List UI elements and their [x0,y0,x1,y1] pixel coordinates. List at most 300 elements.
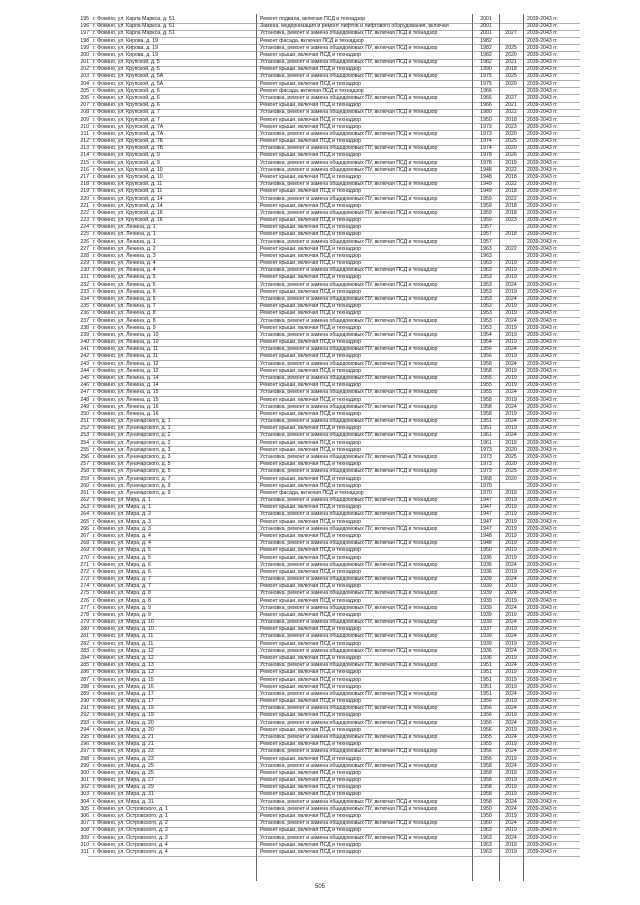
last-repair-year: 2024 [505,647,517,654]
work-type: Ремонт крыши, включая ПСД и технадзор [260,791,362,798]
planned-period: 2039-2043 гг. [527,303,558,310]
last-repair-year: 2019 [505,726,517,733]
work-type: Ремонт крыши, включая ПСД и технадзор [260,504,362,511]
work-type: Установка, ремонт и замена общедомовых ПУ, включая ПСД и технадзор [260,238,438,245]
row-number: 242 [80,353,89,360]
last-repair-year: 2019 [505,267,517,274]
planned-period: 2039-2043 гг. [527,173,558,180]
planned-period: 2039-2043 гг. [527,252,558,259]
year-built: 1990 [480,66,492,73]
house-address: г. Фокино, ул. Крупской, д. 10 [93,173,163,180]
last-repair-year: 2025 [505,138,517,145]
planned-period: 2039-2043 гг. [527,288,558,295]
row-number: 203 [80,73,89,80]
work-type: Ремонт крыши, включая ПСД и технадзор [260,777,362,784]
planned-period: 2039-2043 гг. [527,260,558,267]
work-type: Ремонт крыши, включая ПСД и технадзор [260,367,362,374]
planned-period: 2039-2043 гг. [527,705,558,712]
work-type: Ремонт крыши, включая ПСД и технадзор [260,382,362,389]
row-number: 270 [80,554,89,561]
house-address: г. Фокино, ул. Мира, д. 21 [93,734,154,740]
last-repair-year: 2019 [505,396,517,403]
row-number: 204 [80,80,89,87]
table-row [0,626,640,633]
year-built: 1939 [480,597,492,604]
year-built: 1947 [480,525,492,532]
table-row [0,267,640,274]
house-address: г. Фокино, ул. Ленина, д. 11 [93,346,159,353]
planned-period: 2039-2043 гг. [527,439,558,446]
house-address: г. Фокино, ул. Крупской, д. 7 [93,116,160,123]
year-built: 1961 [480,439,492,446]
year-built: 1973 [480,446,492,453]
row-number: 236 [80,310,89,317]
work-type: Ремонт крыши, включая ПСД и технадзор [260,611,362,618]
work-type: Ремонт крыши, включая ПСД и технадзор [260,848,362,855]
last-repair-year: 2020 [505,475,517,482]
last-repair-year: 2020 [505,446,517,453]
work-type: Ремонт крыши, включая ПСД и технадзор [260,260,362,267]
year-built: 1936 [480,568,492,575]
house-address: г. Фокино, ул. Луначарского, д. 9 [93,482,171,489]
row-number: 268 [80,540,89,547]
year-built: 1956 [480,726,492,733]
house-address: г. Фокино, ул. Луначарского, д. 7 [93,475,171,482]
work-type: Ремонт крыши, включая ПСД и технадзор [260,482,362,489]
table-row [0,734,640,741]
last-repair-year: 2024 [505,360,517,367]
year-built: 1954 [480,339,492,346]
row-number: 275 [80,590,89,597]
planned-period: 2039-2043 гг. [527,425,558,432]
work-type: Ремонт фасада, включая ПСД и технадзор [260,37,364,44]
work-type: Ремонт крыши, включая ПСД и технадзор [260,116,362,123]
work-type: Установка, ремонт и замена общедомовых ПУ, включая ПСД и технадзор [260,633,438,640]
table-row [0,397,640,404]
last-repair-year: 2019 [505,827,517,834]
work-type: Ремонт крыши, включая ПСД и технадзор [260,173,362,180]
year-built: 1947 [480,504,492,511]
house-address: г. Фокино, ул. Мира, д. 10 [93,626,154,633]
house-address: г. Фокино, ул. Крупской, д. 7 [93,109,160,116]
last-repair-year: 2024 [505,346,517,353]
row-number: 283 [80,647,89,654]
table-row [0,447,640,454]
table-row [0,217,640,224]
work-type: Установка, ремонт и замена общедомовых ПУ, включая ПСД и технадзор [260,209,438,216]
work-type: Установка, ремонт и замена общедомовых ПУ, включая ПСД и технадзор [260,647,438,654]
table-row [0,117,640,124]
row-number: 307 [80,820,89,827]
year-built: 1951 [480,425,492,432]
table-row [0,318,640,325]
house-address: г. Фокино, ул. Мира, д. 19 [93,705,154,712]
year-built: 1949 [480,181,492,188]
row-number: 253 [80,432,89,439]
row-number: 220 [80,195,89,202]
row-number: 293 [80,719,89,726]
last-repair-year: 2024 [505,705,517,712]
last-repair-year: 2019 [505,812,517,819]
planned-period: 2039-2043 гг. [527,468,558,475]
house-address: г. Фокино, ул. Крупской, д. 16 [93,217,163,224]
last-repair-year: 2019 [505,339,517,346]
work-type: Установка, ремонт и замена общедомовых ПУ, включая ПСД и технадзор [260,590,438,597]
row-number: 303 [80,791,89,798]
work-type: Ремонт крыши, включая ПСД и технадзор [260,152,362,159]
row-number: 225 [80,231,89,238]
house-address: г. Фокино, ул. Мира, д. 9 [93,611,151,618]
row-number: 298 [80,755,89,762]
work-type: Установка, ремонт и замена общедомовых ПУ, включая ПСД и технадзор [260,59,438,66]
planned-period: 2039-2043 гг. [527,497,558,504]
work-type: Ремонт крыши, включая ПСД и технадзор [260,626,362,633]
house-address: г. Фокино, ул. Мира, д. 10 [93,619,154,626]
last-repair-year: 2024 [505,432,517,439]
planned-period: 2039-2043 гг. [527,217,558,224]
last-repair-year: 2019 [505,310,517,317]
year-built: 1956 [480,719,492,726]
planned-period: 2039-2043 гг. [527,475,558,482]
work-type: Ремонт крыши, включая ПСД и технадзор [260,51,362,58]
house-address: г. Фокино, ул. Луначарского, д. 2 [93,432,171,439]
work-type: Установка, ремонт и замена общедомовых ПУ, включая ПСД и технадзор [260,576,438,583]
work-type: Установка, ремонт и замена общедомовых ПУ, включая ПСД и технадзор [260,798,438,805]
work-type: Ремонт крыши, включая ПСД и технадзор [260,138,362,145]
row-number: 264 [80,511,89,518]
year-built: 1973 [480,461,492,468]
year-built: 1939 [480,604,492,611]
planned-period: 2039-2043 гг. [527,389,558,396]
year-built: 1948 [480,540,492,547]
house-address: г. Фокино, ул. Ленина, д. 8 [93,317,156,324]
row-number: 279 [80,619,89,626]
house-address: г. Фокино, ул. Ленина, д. 3 [93,252,156,259]
row-number: 265 [80,518,89,525]
planned-period: 2039-2043 гг. [527,734,558,740]
work-type: Установка, ремонт и замена общедомовых ПУ, включая ПСД и технадзор [260,805,438,812]
row-number: 254 [80,439,89,446]
table-row [0,633,640,640]
last-repair-year: 2024 [505,748,517,755]
planned-period: 2039-2043 гг. [527,532,558,539]
planned-period: 2039-2043 гг. [527,195,558,202]
house-address: г. Фокино, ул. Ленина, д. 12 [93,367,159,374]
row-number: 288 [80,683,89,690]
house-address: г. Фокино, ул. Ленина, д. 10 [93,331,159,338]
year-built: 1966 [480,94,492,101]
house-address: г. Фокино, ул. Крупской, д. 5А [93,80,164,87]
planned-period: 2039-2043 гг. [527,202,558,209]
planned-period: 2039-2043 гг. [527,604,558,611]
last-repair-year: 2024 [505,619,517,626]
last-repair-year: 2018 [505,209,517,216]
work-type: Ремонт крыши, включая ПСД и технадзор [260,396,362,403]
work-type: Установка, ремонт и замена общедомовых ПУ, включая ПСД и технадзор [260,281,438,288]
table-row [0,662,640,669]
year-built: 1963 [480,252,492,259]
last-repair-year: 2019 [505,676,517,683]
work-type: Ремонт крыши, включая ПСД и технадзор [260,741,362,748]
work-type: Ремонт крыши, включая ПСД и технадзор [260,640,362,647]
last-repair-year: 2019 [505,568,517,575]
house-address: г. Фокино, ул. Ленина, д. 14 [93,382,159,389]
work-type: Установка, ремонт и замена общедомовых ПУ, включая ПСД и технадзор [260,762,438,769]
row-number: 200 [80,51,89,58]
last-repair-year: 2018 [505,202,517,209]
row-number: 276 [80,597,89,604]
house-address: г. Фокино, ул. Мира, д. 27 [93,777,154,784]
house-address: г. Фокино, ул. Мира, д. 7 [93,576,151,583]
last-repair-year: 2019 [505,547,517,554]
planned-period: 2039-2043 гг. [527,317,558,324]
last-repair-year: 2019 [505,331,517,338]
work-type: Ремонт крыши, включая ПСД и технадзор [260,310,362,317]
row-number: 218 [80,181,89,188]
row-number: 289 [80,690,89,697]
work-type: Ремонт крыши, включая ПСД и технадзор [260,712,362,719]
house-address: г. Фокино, ул. Мира, д. 13 [93,662,154,669]
planned-period: 2039-2043 гг. [527,94,558,101]
row-number: 241 [80,346,89,353]
table-row [0,138,640,145]
row-number: 291 [80,705,89,712]
row-number: 228 [80,252,89,259]
row-number: 309 [80,834,89,841]
year-built: 1980 [480,109,492,116]
house-address: г. Фокино, ул. Ленина, д. 14 [93,375,159,381]
planned-period: 2039-2043 гг. [527,360,558,367]
table-row [0,260,640,267]
work-type: Установка, ремонт и замена общедомовых ПУ, включая ПСД и технадзор [260,662,438,669]
table-row [0,332,640,339]
table-row [0,590,640,597]
last-repair-year: 2019 [505,583,517,590]
table-row [0,712,640,719]
house-address: г. Фокино, ул. Мира, д. 23 [93,748,154,755]
table-row [0,411,640,418]
house-address: г. Фокино, ул. Ленина, д. 1 [93,224,156,231]
work-type: Установка, ремонт и замена общедомовых ПУ, включая ПСД и технадзор [260,73,438,80]
row-number: 244 [80,367,89,374]
year-built: 1963 [480,267,492,274]
work-type: Ремонт крыши, включая ПСД и технадзор [260,123,362,130]
row-number: 216 [80,166,89,173]
planned-period: 2039-2043 гг. [527,482,558,489]
row-number: 251 [80,418,89,425]
table-row [0,655,640,662]
row-number: 287 [80,676,89,683]
table-row [0,705,640,712]
table-row [0,519,640,526]
house-address: г. Фокино, ул. Мира, д. 31 [93,791,154,798]
work-type: Установка, ремонт и замена общедомовых ПУ, включая ПСД и технадзор [260,734,438,740]
table-row [0,677,640,684]
work-type: Ремонт крыши, включая ПСД и технадзор [260,676,362,683]
table-row [0,791,640,798]
row-number: 209 [80,116,89,123]
table-row [0,23,640,30]
planned-period: 2039-2043 гг. [527,51,558,58]
house-address: г. Фокино, ул. Крупской, д. 6 [93,102,160,109]
row-number: 231 [80,274,89,281]
year-built: 1936 [480,561,492,568]
house-address: г. Фокино, ул. Луначарского, д. 5 [93,468,171,475]
table-row [0,188,640,195]
planned-period: 2039-2043 гг. [527,188,558,195]
table-row [0,533,640,540]
planned-period: 2039-2043 гг. [527,791,558,798]
row-number: 282 [80,640,89,647]
table-row [0,282,640,289]
planned-period: 2039-2043 гг. [527,274,558,281]
planned-period: 2039-2043 гг. [527,382,558,389]
table-row [0,648,640,655]
house-address: г. Фокино, ул. Мира, д. 13 [93,669,154,676]
planned-period: 2039-2043 гг. [527,576,558,583]
planned-period: 2039-2043 гг. [527,669,558,676]
table-row [0,375,640,382]
house-address: г. Фокино, ул. Крупской, д. 5 [93,59,160,66]
table-row [0,698,640,705]
last-repair-year: 2018 [505,231,517,238]
table-row [0,691,640,698]
work-type: Установка, ремонт и замена общедомовых ПУ, включая ПСД и технадзор [260,346,438,353]
work-type: Ремонт крыши, включая ПСД и технадзор [260,353,362,360]
planned-period: 2039-2043 гг. [527,224,558,231]
house-address: г. Фокино, ул. Ленина, д. 5 [93,281,156,288]
planned-period: 2039-2043 гг. [527,396,558,403]
table-row [0,124,640,131]
last-repair-year: 2021 [505,59,517,66]
house-address: г. Фокино, ул. Островского, д. 1 [93,805,168,812]
planned-period: 2039-2043 гг. [527,152,558,159]
table-row [0,813,640,820]
planned-period: 2039-2043 гг. [527,719,558,726]
row-number: 230 [80,267,89,274]
planned-period: 2039-2043 гг. [527,138,558,145]
last-repair-year: 2019 [505,741,517,748]
planned-period: 2039-2043 гг. [527,231,558,238]
planned-period: 2039-2043 гг. [527,726,558,733]
last-repair-year: 2019 [505,504,517,511]
last-repair-year: 2023 [505,123,517,130]
work-type: Ремонт крыши, включая ПСД и технадзор [260,410,362,417]
planned-period: 2039-2043 гг. [527,633,558,640]
work-type: Установка, ремонт и замена общедомовых ПУ, включая ПСД и технадзор [260,525,438,532]
year-built: 1939 [480,633,492,640]
house-address: г. Фокино, ул. Мира, д. 2 [93,511,151,518]
house-address: г. Фокино, ул. Мира, д. 8 [93,597,151,604]
row-number: 302 [80,784,89,791]
planned-period: 2039-2043 гг. [527,712,558,719]
table-row [0,95,640,102]
year-built: 1953 [480,310,492,317]
table-row [0,641,640,648]
table-row [0,555,640,562]
planned-period: 2039-2043 гг. [527,640,558,647]
table-row [0,88,640,95]
last-repair-year: 2019 [505,410,517,417]
house-address: г. Фокино, ул. Ленина, д. 12 [93,360,159,367]
work-type: Установка, ремонт и замена общедомовых ПУ, включая ПСД и технадзор [260,130,438,137]
row-number: 238 [80,324,89,331]
year-built: 1963 [480,245,492,252]
work-type: Ремонт крыши, включая ПСД и технадзор [260,841,362,848]
year-built: 1951 [480,418,492,425]
year-built: 1957 [480,238,492,245]
row-number: 274 [80,583,89,590]
year-built: 1956 [480,705,492,712]
house-address: г. Фокино, ул. Мира, д. 25 [93,769,154,776]
table-row [0,741,640,748]
house-address: г. Фокино, ул. Островского, д. 2 [93,820,168,827]
row-number: 261 [80,489,89,496]
table-row [0,418,640,425]
last-repair-year: 2019 [505,554,517,561]
row-number: 217 [80,173,89,180]
table-row [0,720,640,727]
row-number: 280 [80,626,89,633]
table-row [0,59,640,66]
work-type: Установка, ремонт и замена общедомовых ПУ, включая ПСД и технадзор [260,360,438,367]
table-row [0,432,640,439]
row-number: 305 [80,805,89,812]
last-repair-year: 2024 [505,719,517,726]
table-row [0,497,640,504]
house-address: г. Фокино, ул. Мира, д. 31 [93,798,154,805]
year-built: 1982 [480,37,492,44]
year-built: 2001 [480,16,492,22]
planned-period: 2039-2043 гг. [527,410,558,417]
year-built: 1966 [480,87,492,94]
year-built: 1963 [480,841,492,848]
row-number: 259 [80,475,89,482]
year-built: 1939 [480,611,492,618]
planned-period: 2039-2043 гг. [527,461,558,468]
table-row [0,842,640,849]
house-address: г. Фокино, ул. Ленина, д. 1 [93,231,156,238]
planned-period: 2039-2043 гг. [527,827,558,834]
house-address: г. Фокино, ул. Крупской, д. 6 [93,87,160,94]
last-repair-year: 2019 [505,841,517,848]
work-type: Ремонт крыши, включая ПСД и технадзор [260,202,362,209]
row-number: 206 [80,94,89,101]
last-repair-year: 2024 [505,604,517,611]
last-repair-year: 2019 [505,288,517,295]
year-built: 1956 [480,755,492,762]
work-type: Ремонт крыши, включая ПСД и технадзор [260,303,362,310]
row-number: 269 [80,547,89,554]
year-built: 1953 [480,296,492,303]
row-number: 278 [80,611,89,618]
table-row [0,174,640,181]
work-type: Ремонт крыши, включая ПСД и технадзор [260,446,362,453]
house-address: г. Фокино, ул. Мира, д. 21 [93,741,154,748]
house-address: г. Фокино, ул. Ленина, д. 7 [93,303,156,310]
planned-period: 2039-2043 гг. [527,267,558,274]
year-built: 1975 [480,73,492,80]
work-type: Ремонт крыши, включая ПСД и технадзор [260,461,362,468]
last-repair-year: 2020 [505,130,517,137]
work-type: Установка, ремонт и замена общедомовых ПУ, включая ПСД и технадзор [260,375,438,381]
work-type: Установка, ремонт и замена общедомовых ПУ, включая ПСД и технадзор [260,511,438,518]
work-type: Установка, ремонт и замена общедомовых ПУ, включая ПСД и технадзор [260,834,438,841]
house-address: г. Фокино, ул. Крупской, д. 14 [93,195,163,202]
house-address: г. Фокино, ул. Мира, д. 23 [93,755,154,762]
house-address: г. Фокино, ул. Ленина, д. 8 [93,310,156,317]
planned-period: 2039-2043 гг. [527,568,558,575]
